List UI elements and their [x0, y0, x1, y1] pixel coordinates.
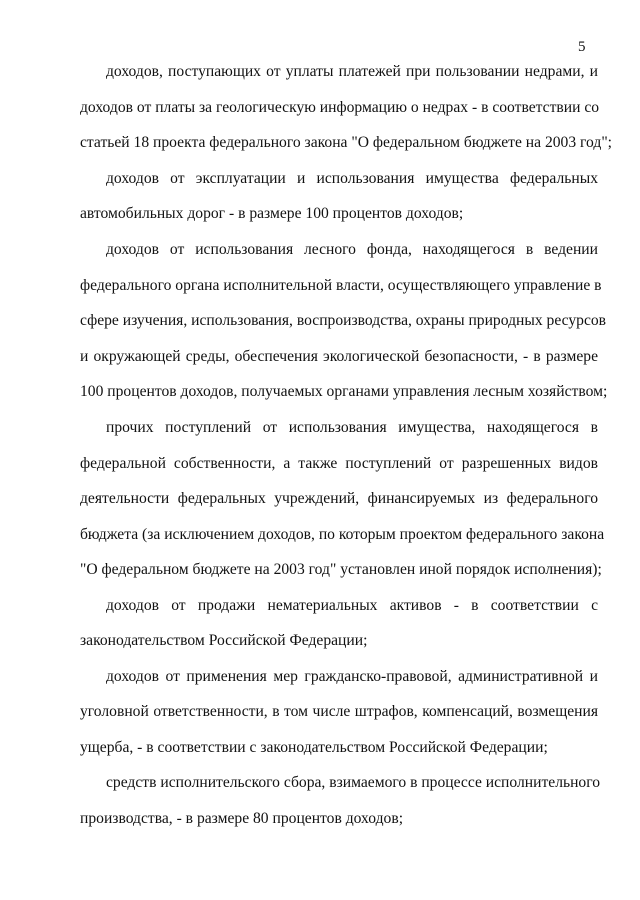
text-line: сфере изучения, использования, воспроизводства, охраны природных ресурсов: [80, 312, 607, 329]
text-line: деятельности федеральных учреждений, финансируемых из федерального: [80, 490, 598, 507]
text-line: доходов от продажи нематериальных активов - в соответствии с: [106, 597, 598, 614]
text-line: ущерба, - в соответствии с законодательством Российской Федерации;: [80, 739, 548, 756]
page-number: 5: [578, 39, 586, 55]
text-line: производства, - в размере 80 процентов доходов;: [80, 810, 404, 827]
text-line: автомобильных дорог - в размере 100 процентов доходов;: [80, 205, 464, 222]
text-line: федеральной собственности, а также поступлений от разрешенных видов: [80, 455, 598, 472]
text-line: доходов от эксплуатации и использования имущества федеральных: [106, 170, 598, 187]
text-line: "О федеральном бюджете на 2003 год" установлен иной порядок исполнения);: [80, 561, 602, 578]
text-line: законодательством Российской Федерации;: [80, 632, 368, 649]
text-line: доходов от применения мер гражданско-правовой, административной и: [106, 668, 598, 685]
text-line: средств исполнительского сбора, взимаемого в процессе исполнительного: [106, 774, 601, 791]
text-line: бюджета (за исключением доходов, по которым проектом федерального закона: [80, 526, 605, 543]
text-line: статьей 18 проекта федерального закона "О федеральном бюджете на 2003 год";: [80, 134, 613, 151]
text-line: доходов от платы за геологическую информацию о недрах - в соответствии со: [80, 99, 600, 116]
text-line: федерального органа исполнительной власти, осуществляющего управление в: [80, 277, 602, 294]
text-line: доходов от использования лесного фонда, находящегося в ведении: [106, 241, 598, 258]
text-line: доходов, поступающих от уплаты платежей при пользовании недрами, и: [106, 63, 598, 80]
text-line: 100 процентов доходов, получаемых органами управления лесным хозяйством;: [80, 383, 608, 400]
text-line: прочих поступлений от использования имущества, находящегося в: [106, 419, 598, 436]
text-line: и окружающей среды, обеспечения экологической безопасности, - в размере: [80, 348, 598, 365]
text-line: уголовной ответственности, в том числе штрафов, компенсаций, возмещения: [80, 703, 598, 720]
